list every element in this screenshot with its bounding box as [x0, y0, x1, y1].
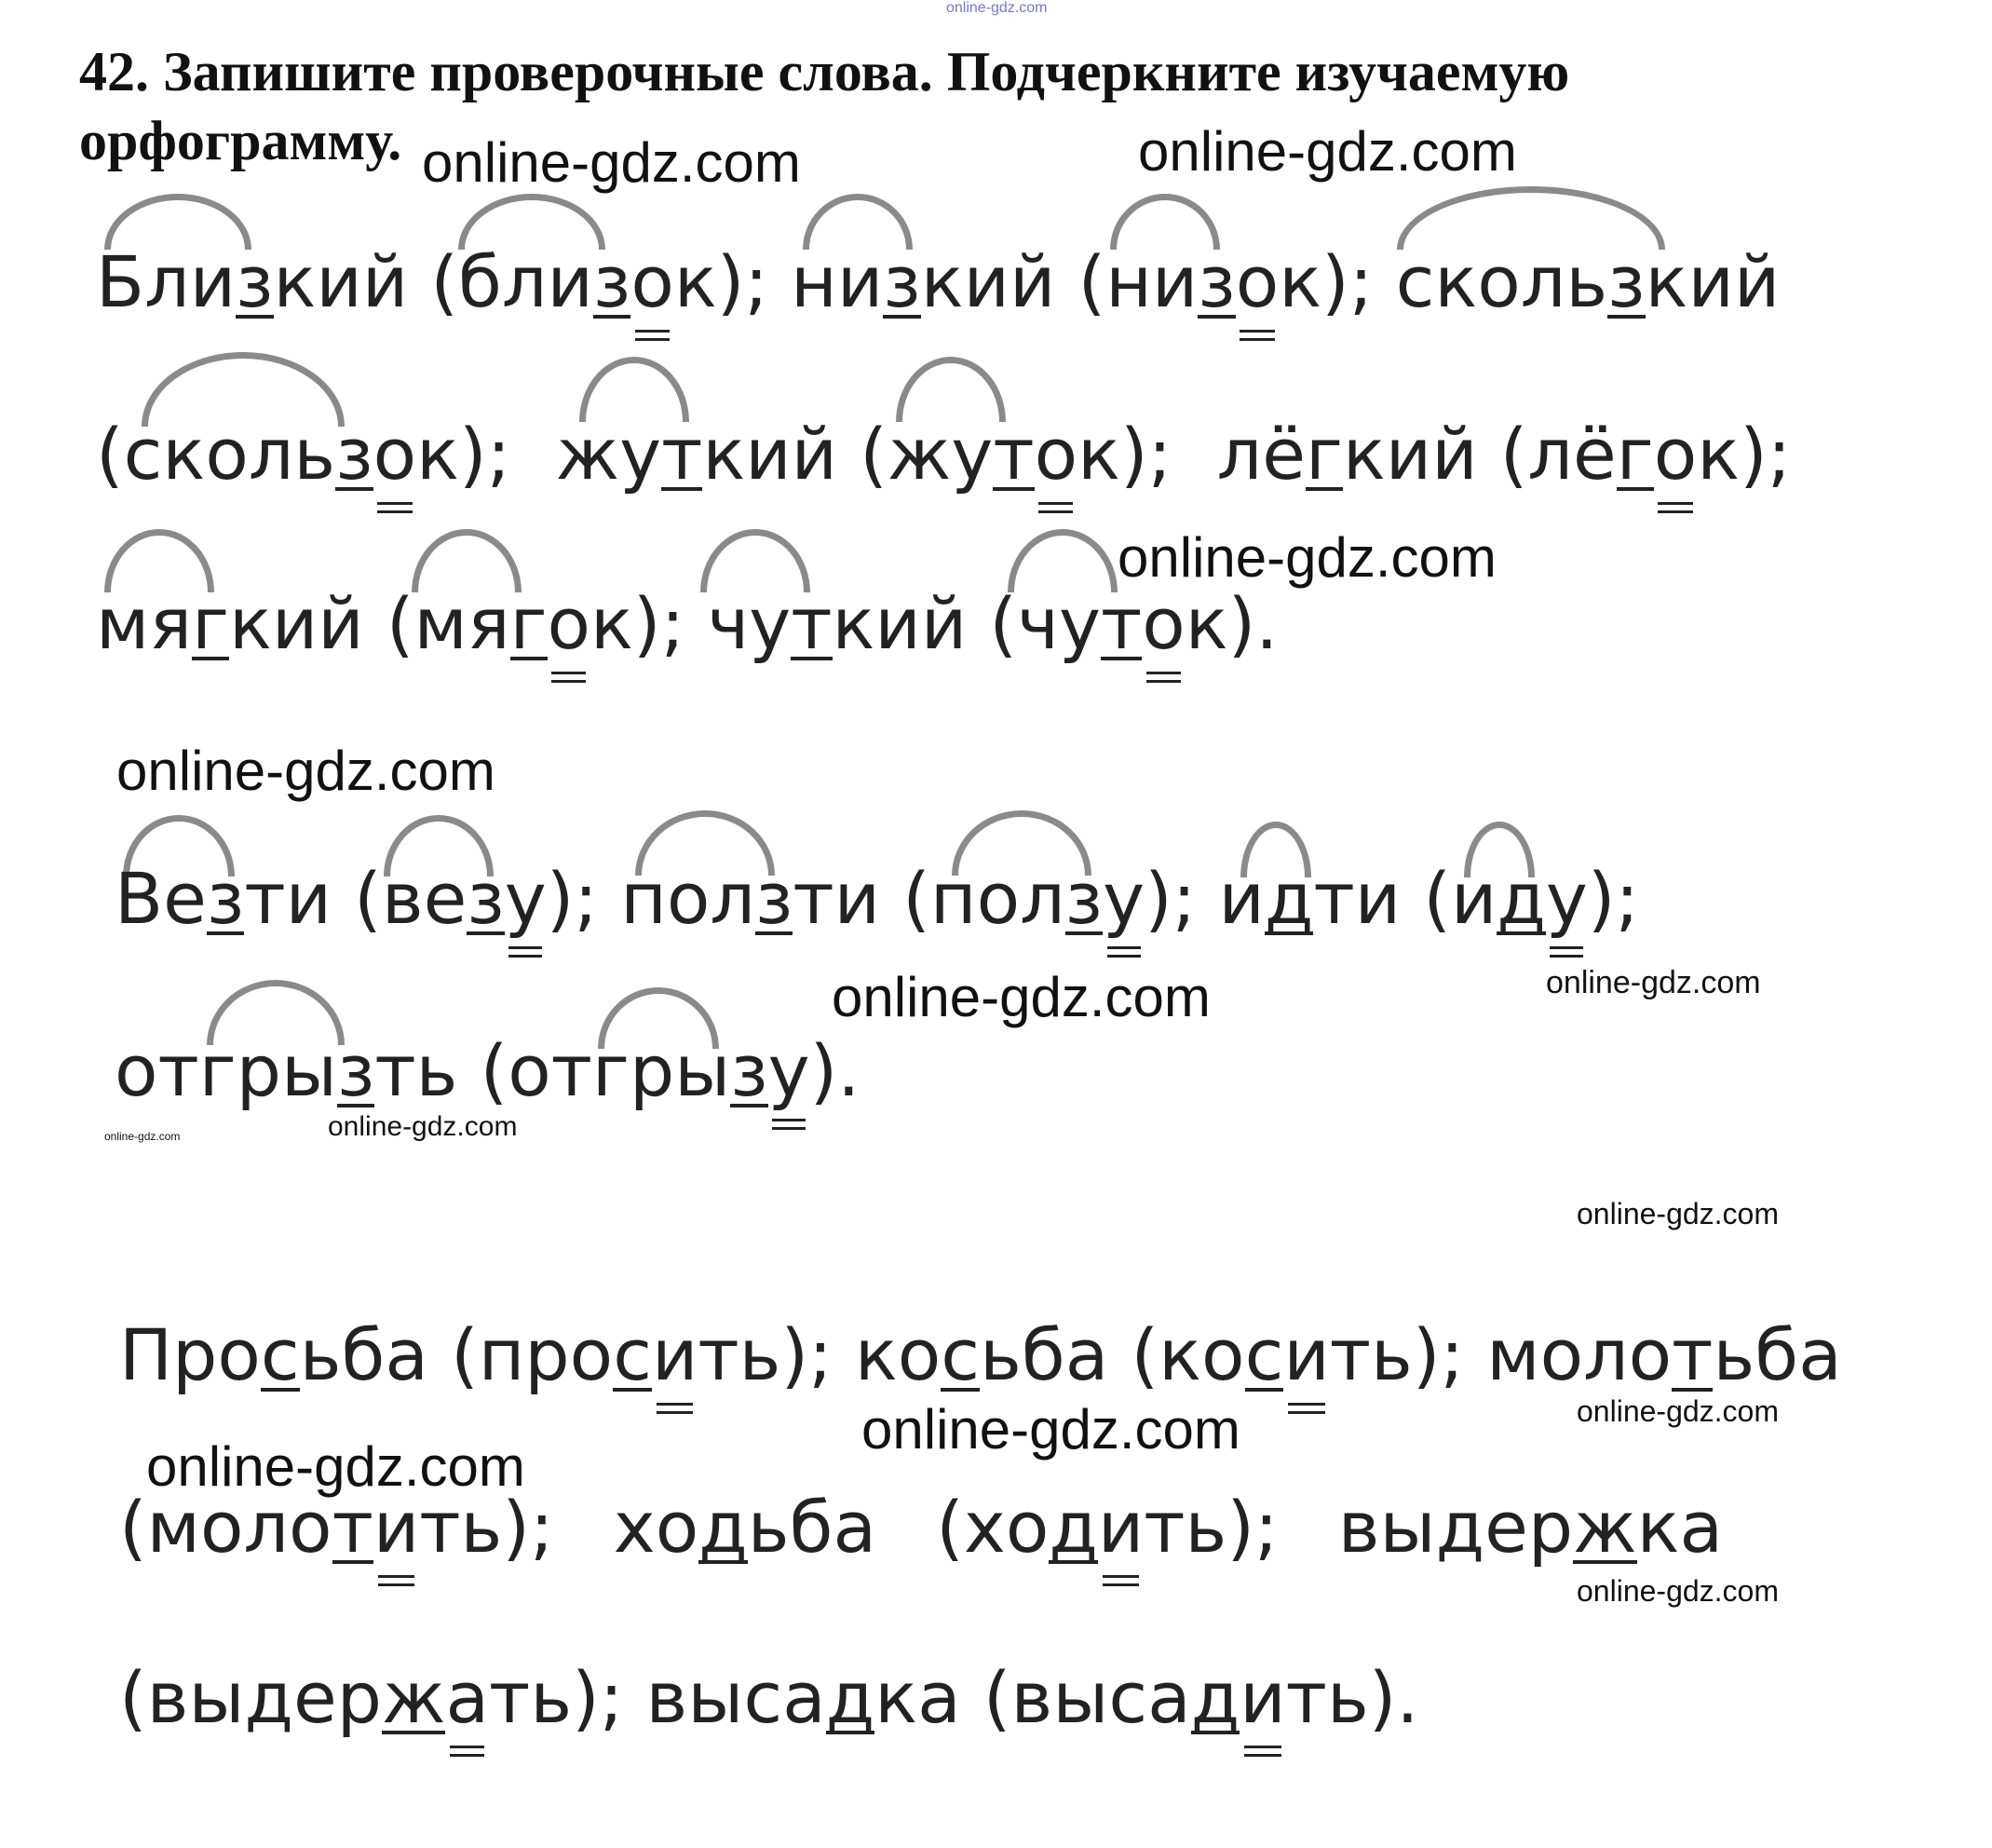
stressed-vowel: и	[1283, 1313, 1330, 1396]
word: лёгкий	[1216, 413, 1478, 496]
word: идти	[1218, 857, 1402, 940]
orthogram-letter: з	[335, 413, 373, 496]
check-word: (ходить);	[936, 1486, 1279, 1569]
check-word: (иду);	[1423, 857, 1640, 940]
orthogram-letter: д	[1049, 1486, 1098, 1569]
stressed-vowel: о	[373, 413, 417, 496]
stressed-vowel: о	[1653, 413, 1698, 496]
watermark: online-gdz.com	[1577, 1394, 1779, 1428]
stressed-vowel: у	[1545, 857, 1588, 940]
stressed-vowel: о	[1142, 582, 1186, 665]
stressed-vowel: у	[767, 1029, 810, 1112]
check-word: (низок);	[1077, 240, 1374, 323]
check-word: (близок);	[430, 240, 768, 323]
orthogram-letter: т	[791, 582, 833, 665]
check-word: (везу);	[354, 857, 599, 940]
stressed-vowel: а	[445, 1656, 490, 1739]
section1-line1	[96, 240, 1780, 324]
check-word: (высадить).	[982, 1656, 1419, 1739]
watermark: online-gdz.com	[146, 1435, 525, 1498]
word: высадка	[645, 1656, 961, 1739]
stressed-vowel: у	[504, 857, 547, 940]
check-word: (молотить);	[119, 1486, 554, 1569]
orthogram-letter: д	[1497, 857, 1546, 940]
word: отгрызть	[115, 1029, 458, 1112]
stressed-vowel: и	[373, 1486, 420, 1569]
watermark: online-gdz.com	[1577, 1574, 1779, 1608]
watermark: online-gdz.com	[422, 131, 801, 194]
orthogram-letter: с	[613, 1313, 652, 1396]
word: Везти	[115, 857, 332, 940]
orthogram-letter: д	[825, 1656, 875, 1739]
orthogram-letter: ж	[1573, 1486, 1637, 1569]
orthogram-letter: с	[260, 1313, 300, 1396]
stressed-vowel: и	[651, 1313, 698, 1396]
orthogram-letter: т	[661, 413, 703, 496]
orthogram-letter: з	[467, 857, 505, 940]
orthogram-letter: г	[509, 582, 548, 665]
check-word: (мягок);	[386, 582, 685, 665]
watermark: online-gdz.com	[861, 1398, 1240, 1461]
check-word: (просить);	[451, 1313, 833, 1396]
watermark: online-gdz.com	[328, 1111, 518, 1142]
watermark: online-gdz.com	[1577, 1197, 1779, 1230]
orthogram-letter: з	[1198, 240, 1236, 323]
orthogram-letter: с	[1244, 1313, 1284, 1396]
word: Близкий	[96, 240, 409, 323]
section2-line2	[115, 1029, 860, 1113]
word: чуткий	[707, 582, 968, 665]
stressed-vowel: о	[1034, 413, 1078, 496]
orthogram-letter: з	[883, 240, 921, 323]
stressed-vowel: о	[630, 240, 674, 323]
section1-line3	[96, 582, 1278, 666]
word: мягкий	[96, 582, 364, 665]
orthogram-letter: ж	[382, 1656, 446, 1739]
orthogram-letter: з	[236, 240, 274, 323]
orthogram-letter: з	[336, 1029, 375, 1112]
orthogram-letter: д	[1190, 1656, 1240, 1739]
orthogram-letter: г	[1616, 413, 1654, 496]
word: ходьба	[613, 1486, 877, 1569]
word: скользкий	[1395, 240, 1781, 323]
word: косьба	[854, 1313, 1109, 1396]
check-word: (отгрызу).	[480, 1029, 860, 1112]
section1-line2	[96, 413, 1791, 496]
word: низкий	[791, 240, 1056, 323]
word: Просьба	[119, 1313, 428, 1396]
word: жуткий	[555, 413, 838, 496]
section2-line1	[115, 857, 1639, 941]
orthogram-letter: з	[754, 857, 793, 940]
orthogram-letter: д	[698, 1486, 748, 1569]
check-word: (скользок);	[96, 413, 511, 496]
orthogram-letter: з	[206, 857, 245, 940]
check-word: (косить);	[1131, 1313, 1465, 1396]
watermark: online-gdz.com	[116, 740, 495, 802]
section3-line3	[119, 1656, 1419, 1740]
orthogram-letter: з	[592, 240, 631, 323]
stressed-vowel: у	[1103, 857, 1145, 940]
watermark: online-gdz.com	[104, 1130, 181, 1143]
orthogram-letter: с	[941, 1313, 981, 1396]
orthogram-letter: з	[1607, 240, 1646, 323]
stressed-vowel: о	[547, 582, 591, 665]
check-word: (ползу);	[902, 857, 1197, 940]
orthogram-letter: т	[993, 413, 1035, 496]
orthogram-letter: г	[192, 582, 229, 665]
watermark: online-gdz.com	[1138, 120, 1517, 183]
watermark: online-gdz.com	[832, 966, 1211, 1028]
check-word: (жуток);	[860, 413, 1172, 496]
orthogram-letter: т	[332, 1486, 373, 1569]
orthogram-letter: т	[1100, 582, 1143, 665]
stressed-vowel: и	[1097, 1486, 1145, 1569]
exercise-title: 42. Запишите проверочные слова. Подчеркните изучаемую орфограмму.	[79, 41, 1570, 171]
section3-line1	[119, 1313, 1842, 1397]
watermark: online-gdz.com	[1546, 965, 1761, 1000]
orthogram-letter: г	[1305, 413, 1343, 496]
check-word: (выдержать);	[119, 1656, 624, 1739]
stressed-vowel: о	[1235, 240, 1280, 323]
orthogram-letter: з	[1064, 857, 1104, 940]
top-watermark: online-gdz.com	[946, 0, 1048, 16]
orthogram-letter: д	[1264, 857, 1314, 940]
check-word: (чуток).	[989, 582, 1279, 665]
orthogram-letter: т	[1672, 1313, 1714, 1396]
orthogram-letter: з	[730, 1029, 768, 1112]
word: выдержка	[1337, 1486, 1724, 1569]
check-word: (лёгок);	[1499, 413, 1792, 496]
stressed-vowel: и	[1240, 1656, 1286, 1739]
watermark: online-gdz.com	[1118, 526, 1497, 589]
word: ползти	[620, 857, 881, 940]
word: молотьба	[1486, 1313, 1842, 1396]
